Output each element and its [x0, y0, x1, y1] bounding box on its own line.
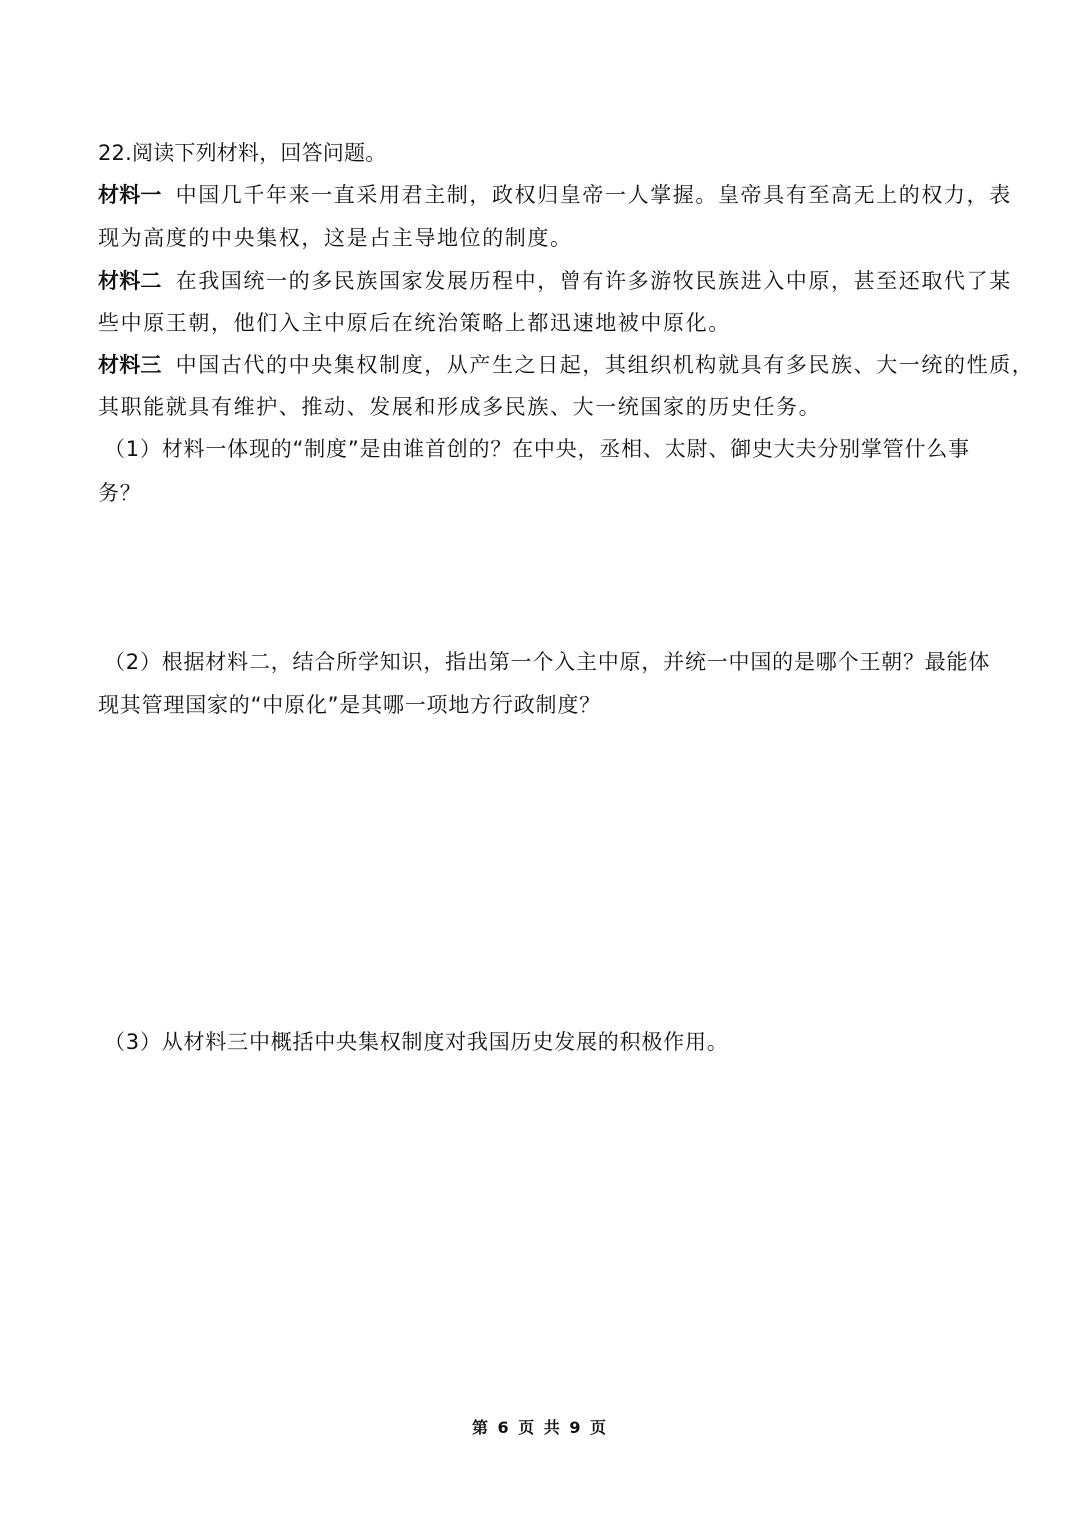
material-three-line-2: 其职能就具有维护、推动、发展和形成多民族、大一统国家的历史任务。 — [98, 395, 822, 419]
material-three-text-1: 中国古代的中央集权制度，从产生之日起，其组织机构就具有多民族、大一统的性质， — [175, 353, 1035, 377]
material-one-line-2: 现为高度的中央集权，这是占主导地位的制度。 — [98, 226, 573, 250]
material-two-line-1 — [98, 266, 1012, 296]
material-one-text-1: 中国几千年来一直采用君主制，政权归皇帝一人掌握。皇帝具有至高无上的权力，表 — [175, 183, 1012, 207]
material-three-line-1 — [98, 350, 1035, 380]
subquestion-3-line-1: （3）从材料三中概括中央集权制度对我国历史发展的积极作用。 — [104, 1030, 729, 1054]
question-title: 22.阅读下列材料，回答问题。 — [98, 141, 387, 165]
page-number-footer: 第 6 页 共 9 页 — [471, 1418, 609, 1437]
material-three-label: 材料三 — [98, 353, 162, 377]
subquestion-1-line-2: 务？ — [98, 481, 142, 505]
material-two-text-1: 在我国统一的多民族国家发展历程中，曾有许多游牧民族进入中原，甚至还取代了某 — [175, 269, 1012, 293]
material-one-line-1 — [98, 180, 1012, 210]
subquestion-2-line-2: 现其管理国家的“中原化”是其哪一项地方行政制度？ — [98, 693, 601, 717]
material-one-label: 材料一 — [98, 183, 162, 207]
subquestion-2-line-1: （2）根据材料二，结合所学知识，指出第一个入主中原，并统一中国的是哪个王朝？最能体 — [104, 650, 991, 674]
material-two-line-2: 些中原王朝，他们入主中原后在统治策略上都迅速地被中原化。 — [98, 311, 731, 335]
material-two-label: 材料二 — [98, 269, 162, 293]
subquestion-1-line-1: （1）材料一体现的“制度”是由谁首创的？在中央，丞相、太尉、御史大夫分别掌管什么事 — [104, 437, 970, 461]
